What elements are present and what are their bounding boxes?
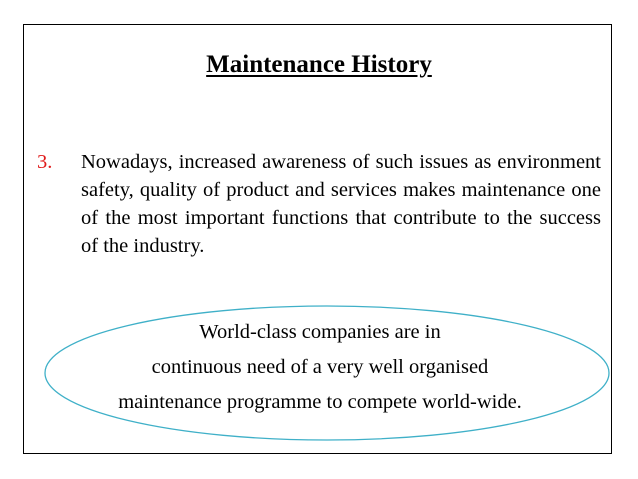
callout-line-3: maintenance programme to compete world-wide. [118, 391, 522, 413]
callout-text [60, 315, 580, 420]
callout-line-2: continuous need of a very well organised [151, 356, 489, 378]
slide-title: Maintenance History [206, 51, 432, 78]
list-item-text: Nowadays, increased awareness of such issues as environment safety, quality of product and services makes maintenance one of the most important functions that contribute to the success of the industry. [81, 151, 601, 257]
callout-line-1: World-class companies are in [199, 321, 441, 343]
list-item-number: 3. [37, 151, 53, 173]
